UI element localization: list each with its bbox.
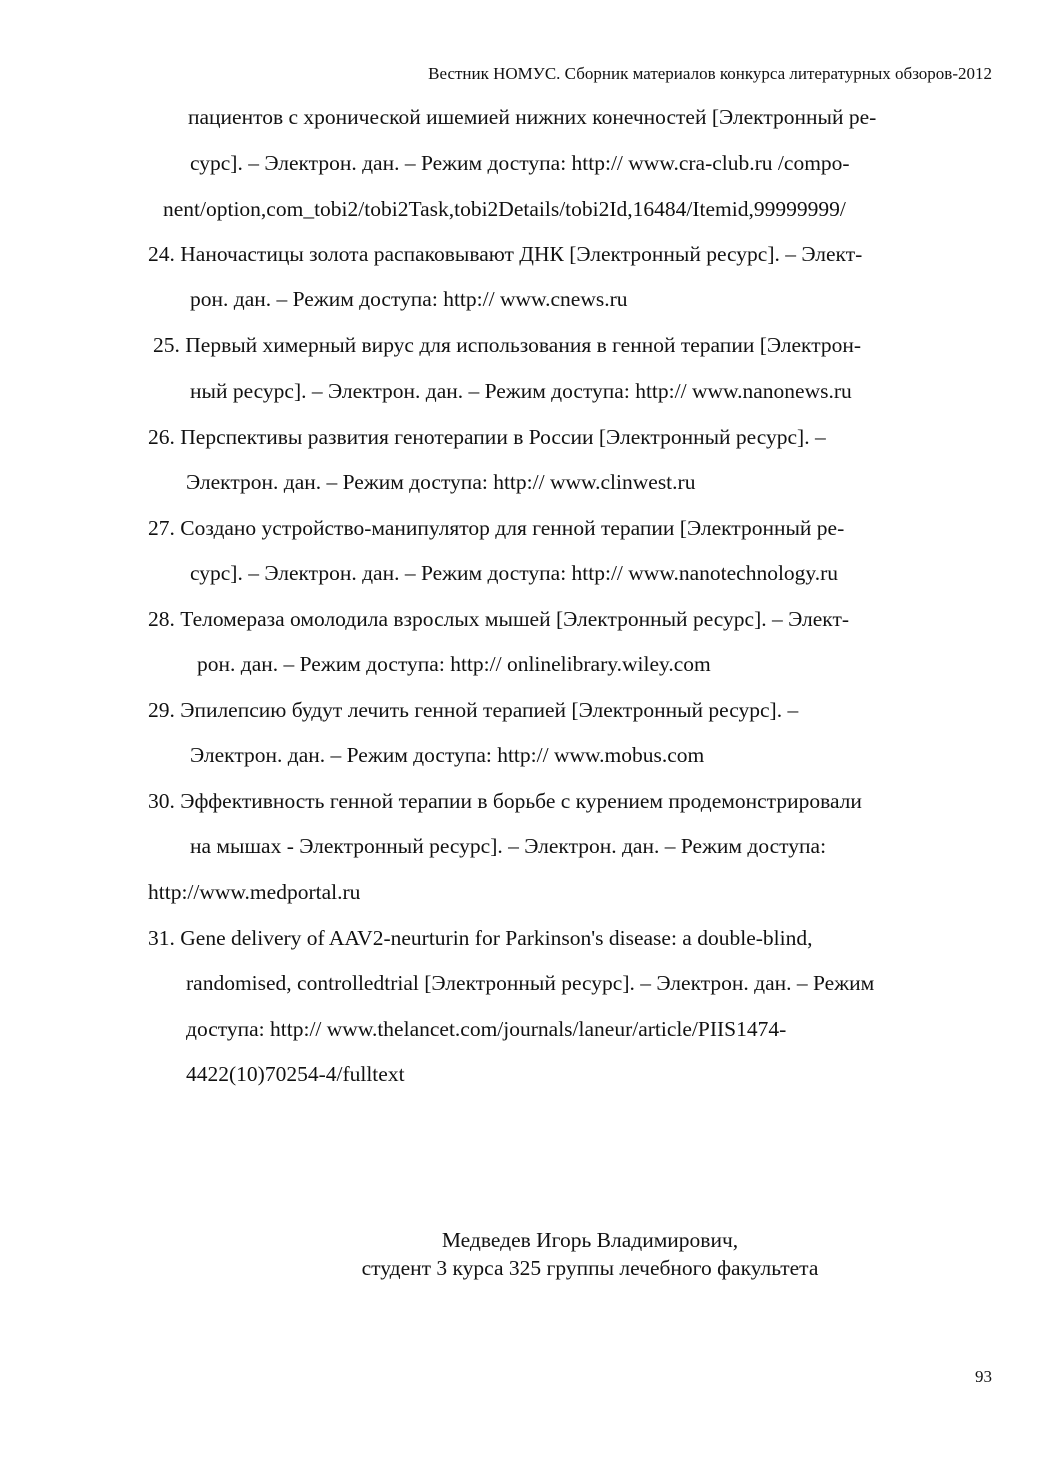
reference-line: 30. Эффективность генной терапии в борьбе с курением продемонстрировали [148, 789, 862, 813]
reference-line: сурс]. – Электрон. дан. – Режим доступа: http:// www.cra-club.ru /compo- [190, 151, 850, 175]
reference-line: 26. Перспективы развития генотерапии в России [Электронный ресурс]. – [148, 425, 826, 449]
reference-line: на мышах - Электронный ресурс]. – Электрон. дан. – Режим доступа: [190, 834, 827, 858]
reference-line: http://www.medportal.ru [148, 880, 361, 904]
author-position: студент 3 курса 325 группы лечебного факультета [361, 1256, 819, 1280]
reference-line: 31. Gene delivery of AAV2-neurturin for Parkinson's disease: a double-blind, [148, 926, 813, 950]
reference-line: пациентов с хронической ишемией нижних конечностей [Электронный ре- [188, 105, 877, 129]
reference-line: randomised, controlledtrial [Электронный ресурс]. – Электрон. дан. – Режим [186, 971, 875, 995]
running-header: Вестник НОМУС. Сборник материалов конкурса литературных обзоров-2012 [428, 64, 992, 83]
reference-line: 28. Теломераза омолодила взрослых мышей [Электронный ресурс]. – Элект- [148, 607, 850, 631]
reference-line: 4422(10)70254-4/fulltext [186, 1062, 405, 1086]
reference-line: 29. Эпилепсию будут лечить генной терапией [Электронный ресурс]. – [148, 698, 799, 722]
reference-line: nent/option,com_tobi2/tobi2Task,tobi2Details/tobi2Id,16484/Itemid,99999999/ [163, 197, 846, 221]
reference-line: рон. дан. – Режим доступа: http:// onlinelibrary.wiley.com [197, 652, 711, 676]
reference-line: 27. Создано устройство-манипулятор для генной терапии [Электронный ре- [148, 516, 845, 540]
page-number: 93 [975, 1367, 992, 1386]
reference-line: сурс]. – Электрон. дан. – Режим доступа: http:// www.nanotechnology.ru [190, 561, 839, 585]
reference-line: Электрон. дан. – Режим доступа: http:// www.mobus.com [190, 743, 705, 767]
reference-line: рон. дан. – Режим доступа: http:// www.cnews.ru [190, 287, 628, 311]
reference-line: ный ресурс]. – Электрон. дан. – Режим доступа: http:// www.nanonews.ru [190, 379, 852, 403]
reference-line: 25. Первый химерный вирус для использования в генной терапии [Электрон- [153, 333, 862, 357]
reference-line: доступа: http:// www.thelancet.com/journals/laneur/article/PIIS1474- [186, 1017, 787, 1041]
reference-line: Электрон. дан. – Режим доступа: http:// www.clinwest.ru [186, 470, 696, 494]
author-name: Медведев Игорь Владимирович, [441, 1228, 739, 1252]
reference-line: 24. Наночастицы золота распаковывают ДНК [Электронный ресурс]. – Элект- [148, 242, 863, 266]
